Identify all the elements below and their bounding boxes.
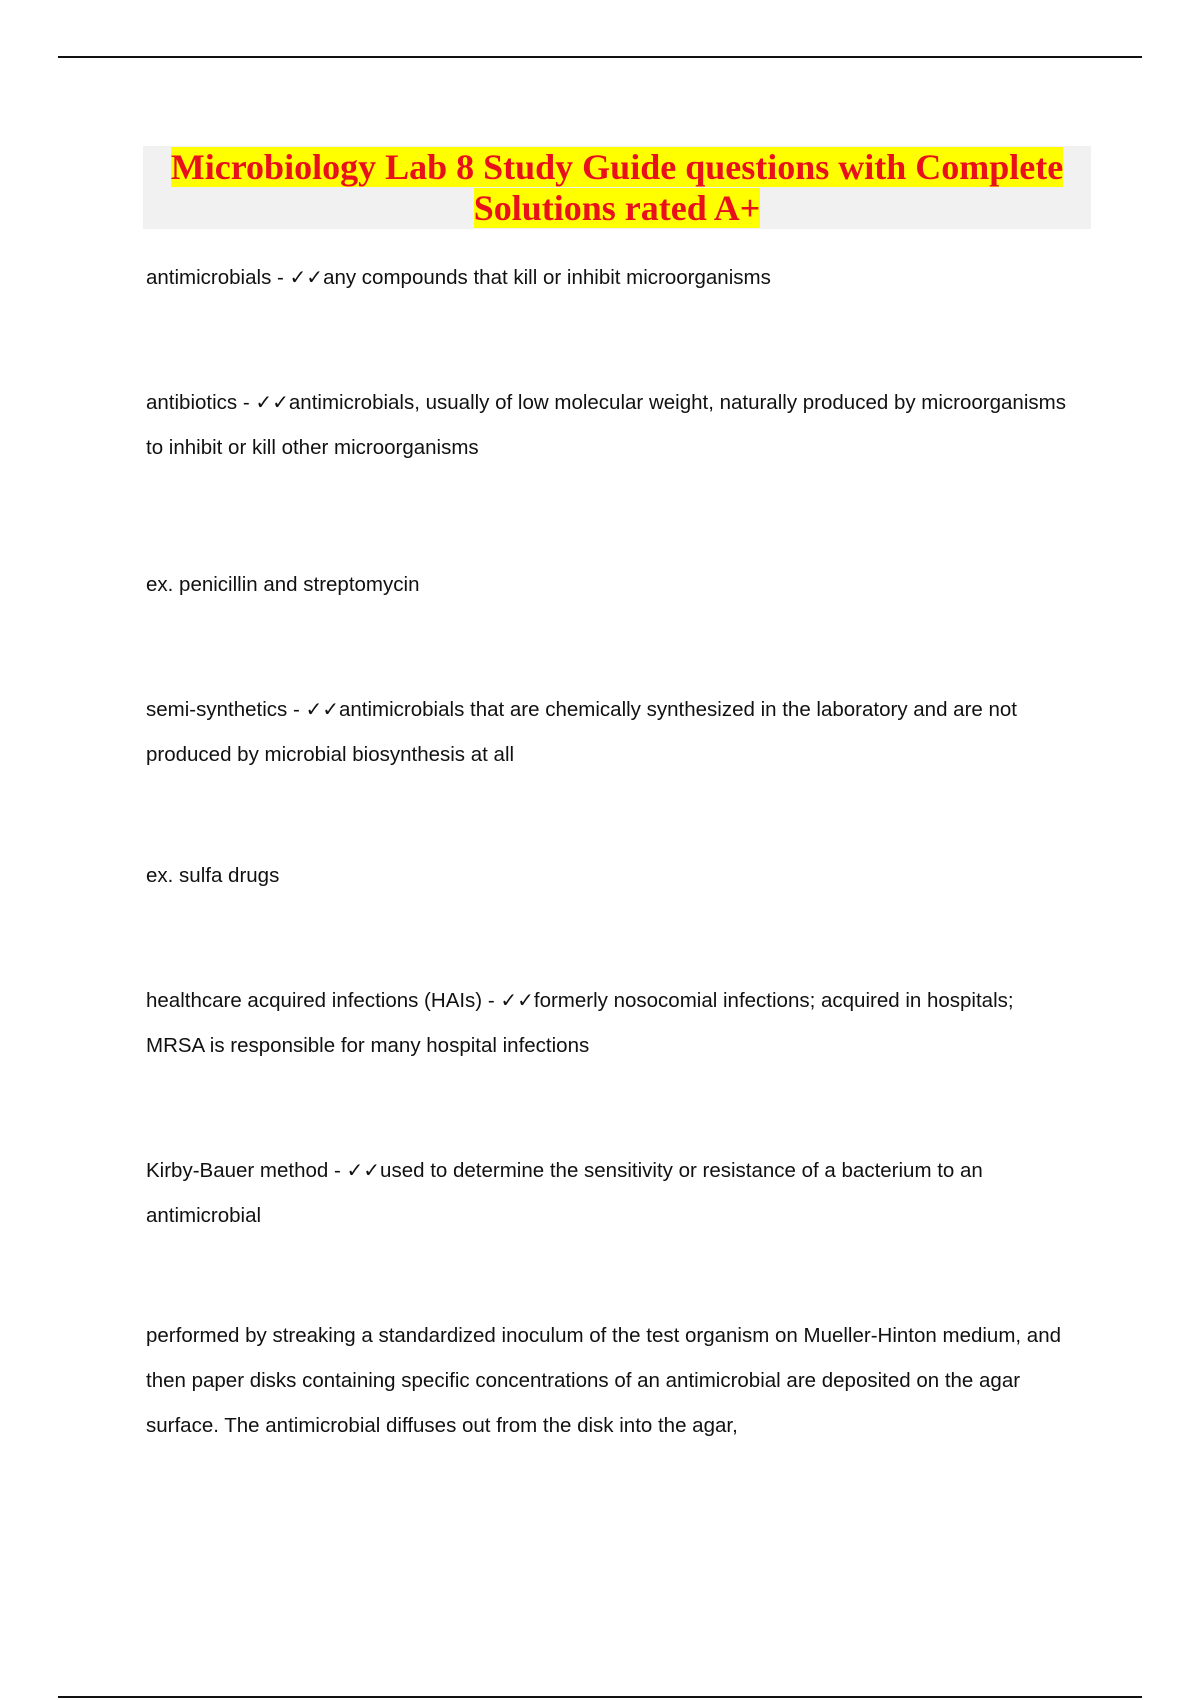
entry-semi-synthetics — [146, 687, 1066, 777]
checkmark-icon: ✓✓ — [346, 1158, 381, 1182]
document-title — [143, 146, 1091, 229]
checkmark-icon: ✓✓ — [255, 390, 289, 414]
title-line-1: Microbiology Lab 8 Study Guide questions with Complete — [170, 147, 1064, 187]
entry-hais — [146, 978, 1066, 1068]
entry-term: healthcare acquired infections (HAIs) - — [146, 989, 501, 1012]
entry-antibiotics — [146, 380, 1066, 470]
entry-kirby-bauer-procedure — [146, 1313, 1066, 1448]
entry-text: ex. penicillin and streptomycin — [146, 573, 420, 596]
entry-definition: antimicrobials, usually of low molecular weight, naturally produced by microorganisms to inhibit or kill other microorganisms — [146, 391, 1066, 459]
entry-term: antimicrobials - — [146, 266, 290, 289]
checkmark-icon: ✓✓ — [500, 988, 534, 1012]
entry-example-antibiotics — [146, 562, 1066, 607]
entry-definition: any compounds that kill or inhibit microorganisms — [323, 266, 771, 289]
entry-kirby-bauer — [146, 1148, 1066, 1238]
entry-antimicrobials — [146, 255, 1066, 300]
entry-definition: used to determine the sensitivity or resistance of a bacterium to an antimicrobial — [146, 1159, 983, 1227]
checkmark-icon: ✓✓ — [289, 265, 324, 289]
entry-term: Kirby-Bauer method - — [146, 1159, 347, 1182]
footer-rule — [58, 1696, 1142, 1698]
entry-term: semi-synthetics - — [146, 698, 306, 721]
entry-text: performed by streaking a standardized inoculum of the test organism on Mueller-Hinton medium, and then paper disks containing specific concentrations of an antimicrobial are deposited on the agar surface. The antimicrobial diffuses out from the disk into the agar, — [146, 1324, 1061, 1437]
entry-example-semi-synthetics — [146, 853, 1066, 898]
entry-definition: formerly nosocomial infections; acquired in hospitals; MRSA is responsible for many hospital infections — [146, 989, 1014, 1057]
checkmark-icon: ✓✓ — [305, 697, 339, 721]
header-rule — [58, 56, 1142, 58]
title-line-2: Solutions rated A+ — [473, 188, 761, 228]
entry-definition: antimicrobials that are chemically synthesized in the laboratory and are not produced by microbial biosynthesis at all — [146, 698, 1017, 766]
entry-term: antibiotics - — [146, 391, 256, 414]
entry-text: ex. sulfa drugs — [146, 864, 280, 887]
